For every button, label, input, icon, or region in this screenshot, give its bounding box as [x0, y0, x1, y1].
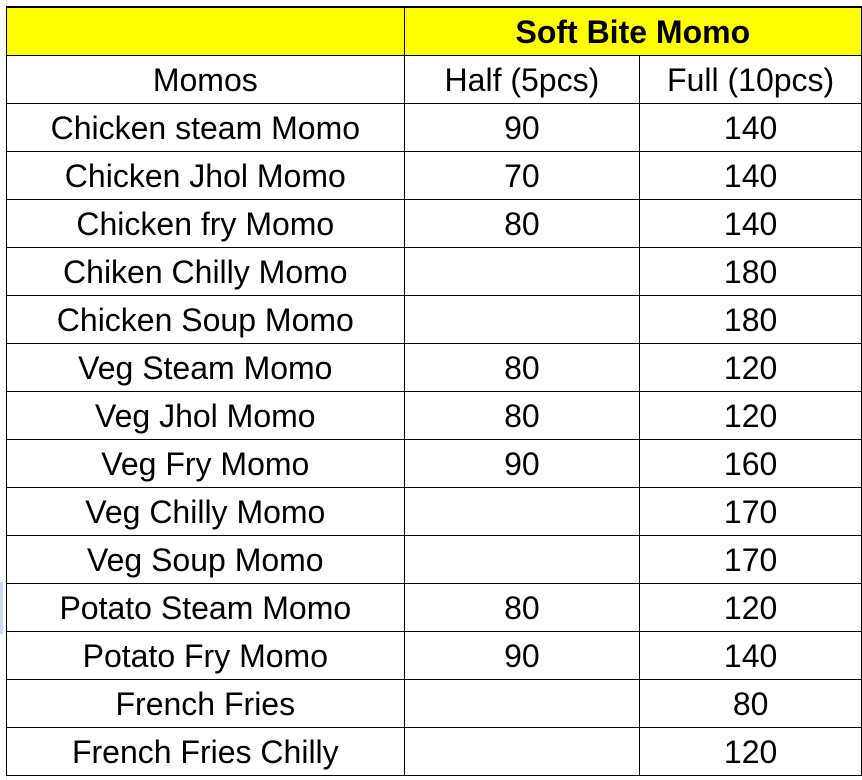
half-price-cell[interactable]: 70 — [404, 152, 640, 200]
full-price-cell[interactable]: 120 — [640, 344, 862, 392]
half-price-cell[interactable]: 80 — [404, 200, 640, 248]
half-price-cell[interactable] — [404, 728, 640, 776]
full-price-cell[interactable]: 170 — [640, 536, 862, 584]
half-price-cell[interactable]: 80 — [404, 584, 640, 632]
table-row — [7, 296, 862, 344]
title-row — [7, 7, 862, 56]
item-cell[interactable]: Chiken Chilly Momo — [7, 248, 405, 296]
item-cell[interactable]: French Fries Chilly — [7, 728, 405, 776]
item-cell[interactable]: Veg Steam Momo — [7, 344, 405, 392]
item-cell[interactable]: French Fries — [7, 680, 405, 728]
table-row — [7, 728, 862, 776]
half-price-cell[interactable]: 80 — [404, 344, 640, 392]
full-price-cell[interactable]: 170 — [640, 488, 862, 536]
table-row — [7, 200, 862, 248]
full-price-cell[interactable]: 120 — [640, 584, 862, 632]
item-cell[interactable]: Veg Soup Momo — [7, 536, 405, 584]
table-row — [7, 344, 862, 392]
table-title[interactable]: Soft Bite Momo — [404, 7, 861, 56]
half-price-cell[interactable]: 90 — [404, 632, 640, 680]
full-price-cell[interactable]: 140 — [640, 632, 862, 680]
item-cell[interactable]: Veg Chilly Momo — [7, 488, 405, 536]
table-row — [7, 440, 862, 488]
half-price-cell[interactable] — [404, 296, 640, 344]
item-cell[interactable]: Chicken fry Momo — [7, 200, 405, 248]
full-price-cell[interactable]: 120 — [640, 392, 862, 440]
item-cell[interactable]: Potato Steam Momo — [7, 584, 405, 632]
column-header-momos[interactable]: Momos — [7, 56, 405, 104]
full-price-cell[interactable]: 180 — [640, 248, 862, 296]
title-cell-empty[interactable] — [7, 7, 405, 56]
table-row — [7, 584, 862, 632]
row-selection-marker — [0, 582, 3, 634]
full-price-cell[interactable]: 180 — [640, 296, 862, 344]
full-price-cell[interactable]: 140 — [640, 152, 862, 200]
half-price-cell[interactable]: 90 — [404, 104, 640, 152]
item-cell[interactable]: Chicken steam Momo — [7, 104, 405, 152]
table-row — [7, 488, 862, 536]
header-row — [7, 56, 862, 104]
item-cell[interactable]: Veg Jhol Momo — [7, 392, 405, 440]
half-price-cell[interactable] — [404, 680, 640, 728]
full-price-cell[interactable]: 80 — [640, 680, 862, 728]
table-row — [7, 632, 862, 680]
half-price-cell[interactable] — [404, 488, 640, 536]
table-row — [7, 680, 862, 728]
table-row — [7, 536, 862, 584]
column-header-half[interactable]: Half (5pcs) — [404, 56, 640, 104]
item-cell[interactable]: Veg Fry Momo — [7, 440, 405, 488]
half-price-cell[interactable]: 80 — [404, 392, 640, 440]
item-cell[interactable]: Chicken Soup Momo — [7, 296, 405, 344]
half-price-cell[interactable] — [404, 536, 640, 584]
menu-table — [6, 6, 862, 776]
half-price-cell[interactable]: 90 — [404, 440, 640, 488]
table-row — [7, 248, 862, 296]
table-row — [7, 152, 862, 200]
full-price-cell[interactable]: 160 — [640, 440, 862, 488]
table-row — [7, 392, 862, 440]
full-price-cell[interactable]: 140 — [640, 104, 862, 152]
table-row — [7, 104, 862, 152]
half-price-cell[interactable] — [404, 248, 640, 296]
full-price-cell[interactable]: 120 — [640, 728, 862, 776]
item-cell[interactable]: Potato Fry Momo — [7, 632, 405, 680]
item-cell[interactable]: Chicken Jhol Momo — [7, 152, 405, 200]
full-price-cell[interactable]: 140 — [640, 200, 862, 248]
column-header-full[interactable]: Full (10pcs) — [640, 56, 862, 104]
